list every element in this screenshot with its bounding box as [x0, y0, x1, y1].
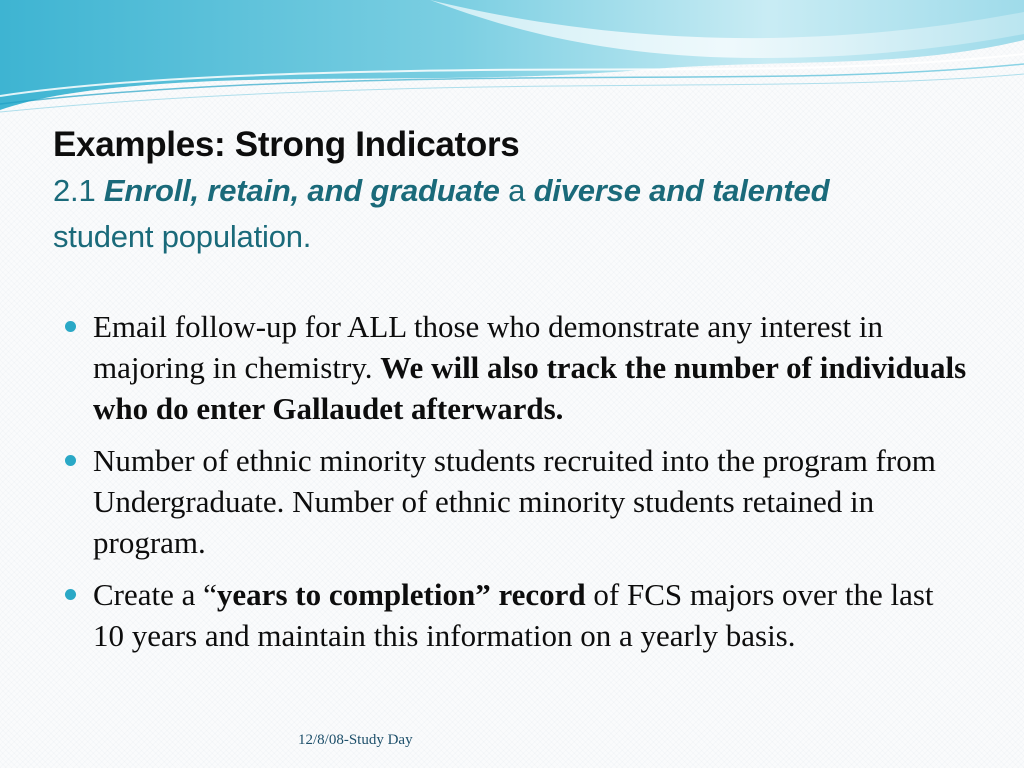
subtitle-ending: student population. [53, 219, 312, 254]
bullet-dot-icon [65, 321, 76, 332]
list-item [63, 440, 968, 563]
list-item [63, 574, 968, 656]
bullet-bold-text: years to completion” record [216, 577, 586, 612]
wave-header-decoration [0, 0, 1024, 120]
title-block [53, 122, 993, 260]
subtitle-number: 2.1 [53, 173, 104, 208]
bullet-text-suffix: of FCS majors over the last 10 years and maintain this information on a yearly basis. [93, 577, 934, 653]
subtitle-enroll-phrase: Enroll, retain, and graduate [103, 173, 500, 208]
footer-date: 12/8/08-Study Day [298, 732, 413, 748]
subtitle-connector: a [499, 173, 534, 208]
list-item [63, 306, 968, 429]
slide-title: Examples: Strong Indicators [53, 125, 520, 164]
bullet-text: Number of ethnic minority students recruited into the program from Undergraduate. Number of ethnic minority students retained in program. [93, 443, 936, 560]
bullet-bold-text: We will also track the number of individuals who do enter Gallaudet afterwards. [93, 350, 967, 426]
bullet-list [63, 306, 968, 667]
bullet-dot-icon [65, 455, 76, 466]
subtitle-diverse-phrase: diverse and talented [533, 173, 830, 208]
bullet-text: Email follow-up for ALL those who demonstrate any interest in majoring in chemistry. [93, 309, 884, 385]
slide-subtitle [53, 168, 993, 260]
bullet-dot-icon [65, 589, 76, 600]
bullet-text-prefix: Create a “ [93, 577, 217, 612]
